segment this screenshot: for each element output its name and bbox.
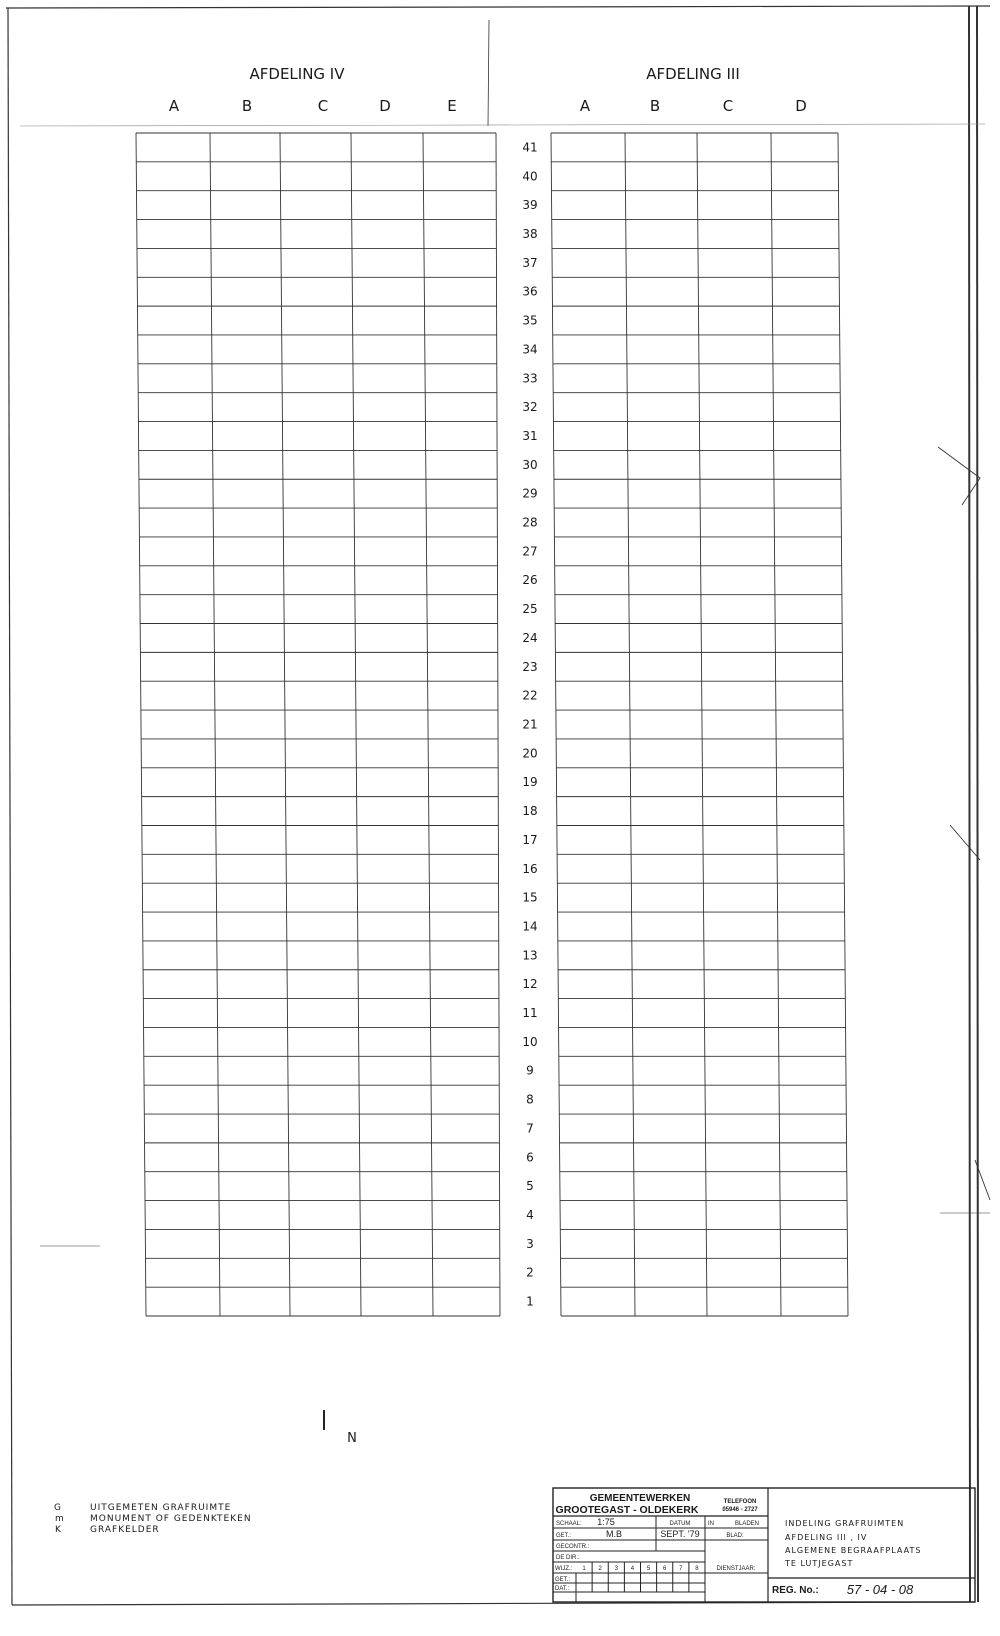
grid-iv-column-line — [280, 133, 290, 1316]
phone-number: 05946 - 2727 — [722, 1507, 758, 1513]
phone-label: TELEFOON — [723, 1499, 757, 1505]
grid-iii-column-line — [625, 133, 635, 1316]
description-line-4: TE LUTJEGAST — [785, 1559, 854, 1568]
row-number: 4 — [526, 1208, 534, 1223]
legend-text: GRAFKELDER — [90, 1525, 160, 1535]
row-number: 19 — [522, 775, 538, 790]
wijz-number: 7 — [679, 1566, 683, 1572]
plot-grid-afdeling-iv — [136, 133, 500, 1316]
row-number: 5 — [526, 1179, 534, 1194]
wijz-label: WIJZ.: — [555, 1566, 573, 1572]
row-number: 34 — [522, 342, 538, 357]
column-label: D — [379, 97, 391, 115]
wijz-number: 6 — [663, 1566, 667, 1572]
org-location: GROOTEGAST - OLDEKERK — [555, 1504, 699, 1516]
wijz-cells — [582, 1562, 705, 1592]
grid-iv-column-line — [351, 133, 361, 1316]
wijz-number: 3 — [614, 1566, 618, 1572]
row-number: 25 — [522, 602, 538, 617]
grid-iv-column-line — [210, 133, 220, 1316]
row-number: 11 — [522, 1006, 538, 1021]
row-number: 7 — [526, 1121, 534, 1136]
blad-label: BLAD: — [726, 1533, 744, 1539]
column-labels-afdeling-iii — [580, 97, 807, 115]
row-number: 29 — [522, 486, 538, 501]
row-number: 35 — [522, 313, 538, 328]
grid-iii-column-line — [838, 133, 848, 1316]
legend — [54, 1503, 252, 1535]
legend-symbol: G — [54, 1503, 62, 1513]
row-number: 40 — [522, 169, 538, 184]
column-label: E — [447, 97, 457, 115]
section-title-afdeling-iv: AFDELING IV — [249, 65, 345, 83]
legend-symbol: m — [55, 1514, 65, 1524]
get-label: GET.: — [556, 1533, 572, 1539]
legend-text: MONUMENT OF GEDENKTEKEN — [90, 1514, 252, 1524]
column-label: B — [241, 97, 253, 115]
description-line-3: ALGEMENE BEGRAAFPLAATS — [785, 1546, 922, 1555]
row-number: 14 — [522, 919, 538, 934]
row-number: 17 — [522, 832, 538, 847]
row-number: 41 — [522, 140, 538, 155]
dat-label: DAT.: — [555, 1586, 570, 1592]
gecontr-label: GECONTR.: — [556, 1544, 590, 1550]
datum-label: DATUM — [669, 1521, 691, 1527]
wijz-number: 2 — [598, 1566, 602, 1572]
row-number: 16 — [522, 861, 538, 876]
legend-symbol: K — [55, 1525, 62, 1535]
bladen-label: BLADEN — [734, 1521, 760, 1527]
row-number: 9 — [526, 1063, 534, 1078]
wijz-number: 8 — [695, 1566, 699, 1572]
row-number: 37 — [522, 255, 538, 270]
datum-value: SEPT. '79 — [660, 1529, 700, 1539]
description-line-2: AFDELING III , IV — [785, 1533, 868, 1542]
grid-iii-column-line — [771, 133, 781, 1316]
wijz-number: 5 — [646, 1566, 651, 1572]
wijz-number: 4 — [630, 1566, 635, 1572]
row-number: 23 — [522, 659, 538, 674]
dienstjaar-label: DIENSTJAAR: — [716, 1566, 756, 1572]
north-label: N — [347, 1431, 357, 1446]
row-number: 13 — [522, 948, 538, 963]
get-value: M.B — [605, 1529, 623, 1539]
row-number: 27 — [522, 544, 538, 559]
row-number: 38 — [522, 226, 538, 241]
row-number: 3 — [526, 1236, 534, 1251]
row-number: 22 — [522, 688, 538, 703]
row-number: 21 — [522, 717, 538, 732]
get2-label: GET.: — [555, 1577, 571, 1583]
row-number: 20 — [522, 746, 538, 761]
row-number: 28 — [522, 515, 538, 530]
grid-iv-column-line — [423, 133, 433, 1316]
column-label: B — [649, 97, 661, 115]
column-labels-afdeling-iv — [169, 97, 457, 115]
row-number: 15 — [522, 890, 538, 905]
column-label: D — [795, 97, 807, 115]
row-number: 33 — [522, 371, 538, 386]
row-number: 2 — [526, 1265, 534, 1280]
plot-grid-afdeling-iii — [551, 133, 848, 1316]
wijz-number: 1 — [582, 1566, 586, 1572]
row-number: 36 — [522, 284, 538, 299]
reg-value: 57 - 04 - 08 — [846, 1582, 914, 1597]
row-number: 18 — [522, 804, 538, 819]
schaal-value: 1:75 — [597, 1517, 615, 1527]
column-label: C — [722, 97, 734, 115]
row-number: 30 — [522, 457, 538, 472]
row-numbers — [522, 140, 537, 1308]
legend-text: UITGEMETEN GRAFRUIMTE — [90, 1503, 232, 1513]
title-block — [553, 1488, 975, 1602]
column-label: C — [317, 97, 329, 115]
dedir-label: DE DIR.: — [556, 1555, 580, 1561]
row-number: 8 — [526, 1092, 534, 1107]
grid-iv-column-line — [136, 133, 146, 1316]
row-number: 24 — [522, 630, 538, 645]
north-indicator — [324, 1410, 357, 1446]
row-number: 31 — [522, 428, 538, 443]
row-number: 26 — [522, 573, 538, 588]
org-name: GEMEENTEWERKEN — [589, 1493, 691, 1504]
description-line-1: INDELING GRAFRUIMTEN — [785, 1519, 905, 1528]
column-label: A — [579, 97, 591, 115]
row-number: 6 — [526, 1150, 534, 1165]
column-label: A — [168, 97, 180, 115]
schaal-label: SCHAAL: — [556, 1521, 582, 1527]
row-number: 10 — [522, 1034, 538, 1049]
grid-iii-column-line — [551, 133, 561, 1316]
reg-label: REG. No.: — [772, 1585, 819, 1596]
row-number: 32 — [522, 400, 538, 415]
grid-iv-column-line — [496, 133, 500, 1316]
in-label: IN — [708, 1521, 714, 1527]
row-number: 1 — [526, 1294, 534, 1309]
row-number: 39 — [522, 198, 538, 213]
grid-iii-column-line — [697, 133, 707, 1316]
row-number: 12 — [522, 977, 538, 992]
section-title-afdeling-iii: AFDELING III — [646, 65, 740, 83]
